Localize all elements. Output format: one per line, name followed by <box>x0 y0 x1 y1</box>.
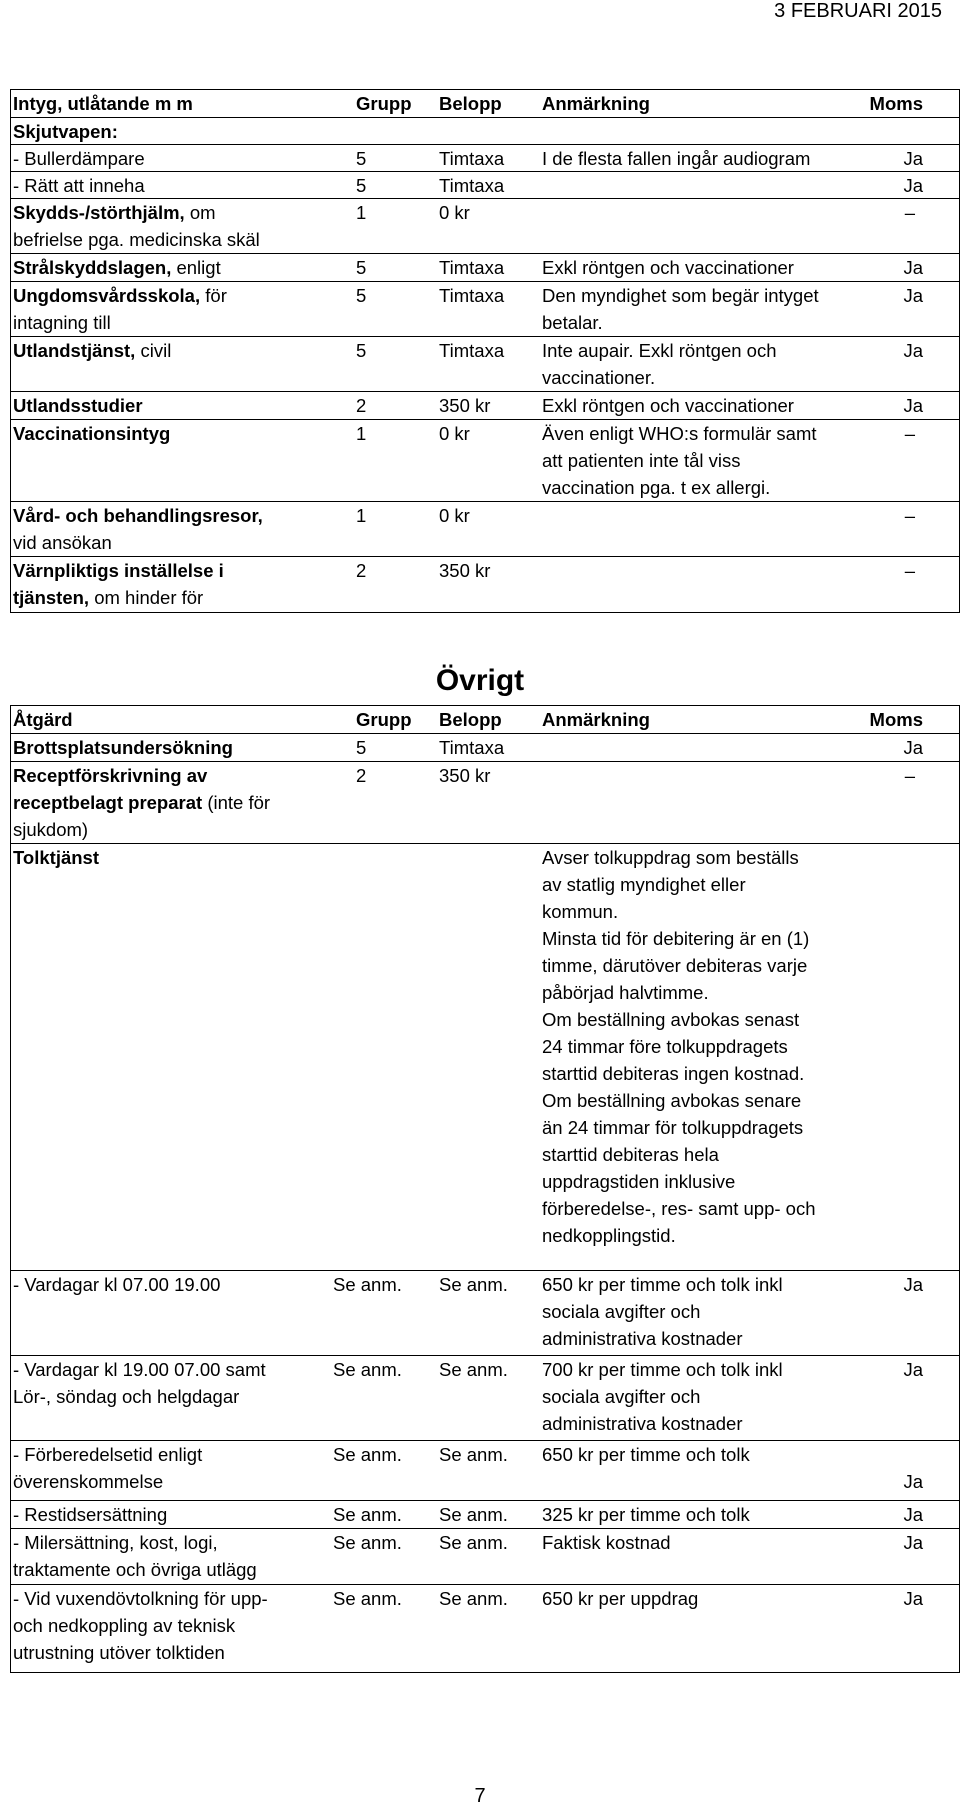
row-item-line2: om hinder för <box>89 587 204 608</box>
table-row <box>11 282 959 337</box>
row-note: Om beställning avbokas senare <box>542 1090 802 1111</box>
row-note: Även enligt WHO:s formulär samt <box>542 423 817 444</box>
row-note: Inte aupair. Exkl röntgen och <box>542 340 777 361</box>
row-note: Om beställning avbokas senast <box>542 1009 800 1030</box>
row-note: sociala avgifter och <box>542 1301 701 1322</box>
row-group: 1 <box>356 202 367 223</box>
row-note: administrativa kostnader <box>542 1413 743 1434</box>
row-note: Den myndighet som begär intyget <box>542 285 819 306</box>
row-item: - Milersättning, kost, logi, <box>13 1532 218 1553</box>
row-fee: Timtaxa <box>439 285 505 306</box>
row-item: - Förberedelsetid enligt <box>13 1444 203 1465</box>
row-item: Skjutvapen: <box>13 121 118 142</box>
row-group: Se anm. <box>333 1532 402 1553</box>
row-fee: Timtaxa <box>439 148 505 169</box>
row-item: - Vardagar kl 19.00 07.00 samt <box>13 1359 266 1380</box>
row-fee: Se anm. <box>439 1444 508 1465</box>
row-item-bold-line2: tjänsten, <box>13 587 90 608</box>
table-row <box>11 1271 959 1356</box>
row-note: 650 kr per uppdrag <box>542 1588 699 1609</box>
row-fee: 350 kr <box>439 395 491 416</box>
row-group: 2 <box>356 395 367 416</box>
section-title: Övrigt <box>435 664 525 697</box>
row-group: 5 <box>356 148 367 169</box>
row-item-bold: Ungdomsvårdsskola, <box>13 285 201 306</box>
row-group: 2 <box>356 765 367 786</box>
row-note: än 24 timmar för tolkuppdragets <box>542 1117 804 1138</box>
row-group: Se anm. <box>333 1588 402 1609</box>
table-row <box>11 254 959 282</box>
row-fee: Se anm. <box>439 1274 508 1295</box>
row-group: 5 <box>356 257 367 278</box>
row-fee: 350 kr <box>439 560 491 581</box>
column-header-note: Anmärkning <box>542 709 650 730</box>
row-note: Avser tolkuppdrag som beställs <box>542 847 799 868</box>
row-fee: Se anm. <box>439 1588 508 1609</box>
row-vat: – <box>904 765 915 786</box>
row-item: Lör-, söndag och helgdagar <box>13 1386 240 1407</box>
row-vat: Ja <box>903 257 923 278</box>
row-vat: Ja <box>903 1359 923 1380</box>
row-item: - Rätt att inneha <box>13 175 145 196</box>
row-item: - Vid vuxendövtolkning för upp- <box>13 1588 268 1609</box>
row-fee: 0 kr <box>439 202 470 223</box>
row-vat: – <box>904 423 915 444</box>
row-note: administrativa kostnader <box>542 1328 743 1349</box>
row-fee: 350 kr <box>439 765 491 786</box>
row-note: 650 kr per timme och tolk inkl <box>542 1274 783 1295</box>
column-header-group: Grupp <box>356 93 412 114</box>
row-note: kommun. <box>542 901 619 922</box>
row-fee: Timtaxa <box>439 257 505 278</box>
row-note: Exkl röntgen och vaccinationer <box>542 395 794 416</box>
table-row <box>11 844 959 1271</box>
row-fee: Timtaxa <box>439 737 505 758</box>
row-item-bold: Vaccinationsintyg <box>13 423 171 444</box>
row-note: 325 kr per timme och tolk <box>542 1504 750 1525</box>
row-vat: Ja <box>903 175 923 196</box>
row-note: av statlig myndighet eller <box>542 874 746 895</box>
row-item-bold: Utlandstjänst, <box>13 340 136 361</box>
row-vat: – <box>904 505 915 526</box>
row-vat: Ja <box>903 1274 923 1295</box>
column-header-vat: Moms <box>869 709 923 730</box>
table-row <box>11 762 959 844</box>
table-row <box>11 392 959 420</box>
table-header-row <box>11 706 959 734</box>
row-note: 700 kr per timme och tolk inkl <box>542 1359 783 1380</box>
row-fee: Timtaxa <box>439 340 505 361</box>
row-note: nedkopplingstid. <box>542 1225 676 1246</box>
row-note: Minsta tid för debitering är en (1) <box>542 928 810 949</box>
row-note: uppdragstiden inklusive <box>542 1171 736 1192</box>
row-group: 5 <box>356 175 367 196</box>
row-note: 650 kr per timme och tolk <box>542 1444 750 1465</box>
certificates-table <box>10 89 960 613</box>
row-note: påbörjad halvtimme. <box>542 982 709 1003</box>
row-item-line2: intagning till <box>13 312 111 333</box>
row-vat: Ja <box>903 1532 923 1553</box>
row-fee: 0 kr <box>439 423 470 444</box>
row-group: Se anm. <box>333 1274 402 1295</box>
row-item: - Restidsersättning <box>13 1504 168 1525</box>
row-group: Se anm. <box>333 1504 402 1525</box>
column-header-item: Åtgärd <box>13 709 73 730</box>
row-group: Se anm. <box>333 1444 402 1465</box>
row-group: Se anm. <box>333 1359 402 1380</box>
table-row <box>11 557 959 612</box>
row-item-bold-line2: receptbelagt preparat <box>13 792 203 813</box>
table-row <box>11 420 959 502</box>
row-group: 5 <box>356 737 367 758</box>
row-note-line2: vaccinationer. <box>542 367 656 388</box>
table-row <box>11 734 959 762</box>
row-item: om <box>184 202 216 223</box>
row-fee: Timtaxa <box>439 175 505 196</box>
row-item: för <box>200 285 227 306</box>
row-note-line3: vaccination pga. t ex allergi. <box>542 477 771 498</box>
row-note: timme, därutöver debiteras varje <box>542 955 808 976</box>
row-vat: Ja <box>903 1588 923 1609</box>
row-note: Faktisk kostnad <box>542 1532 671 1553</box>
row-item-bold: Receptförskrivning av <box>13 765 208 786</box>
row-note: sociala avgifter och <box>542 1386 701 1407</box>
row-vat: – <box>904 560 915 581</box>
column-header-item: Intyg, utlåtande m m <box>13 93 193 114</box>
row-item-bold: Utlandsstudier <box>13 395 143 416</box>
row-item: enligt <box>171 257 221 278</box>
row-vat: Ja <box>903 1471 923 1492</box>
column-header-group: Grupp <box>356 709 412 730</box>
row-note: I de flesta fallen ingår audiogram <box>542 148 811 169</box>
row-item-bold: Brottsplatsundersökning <box>13 737 233 758</box>
row-group: 2 <box>356 560 367 581</box>
table-row <box>11 502 959 557</box>
row-item-line2: (inte för <box>202 792 271 813</box>
row-item-line2: befrielse pga. medicinska skäl <box>13 229 260 250</box>
row-item: - Bullerdämpare <box>13 148 145 169</box>
column-header-fee: Belopp <box>439 709 502 730</box>
column-header-fee: Belopp <box>439 93 502 114</box>
row-vat: Ja <box>903 340 923 361</box>
row-item: överenskommelse <box>13 1471 164 1492</box>
row-item: och nedkoppling av teknisk <box>13 1615 236 1636</box>
row-vat: Ja <box>903 737 923 758</box>
row-group: 1 <box>356 505 367 526</box>
row-group: 1 <box>356 423 367 444</box>
row-vat: Ja <box>903 1504 923 1525</box>
table-row <box>11 118 959 145</box>
table-row <box>11 1529 959 1585</box>
row-vat: Ja <box>903 285 923 306</box>
row-group: 5 <box>356 340 367 361</box>
row-fee: Se anm. <box>439 1504 508 1525</box>
row-item-line3: sjukdom) <box>13 819 89 840</box>
row-note: 24 timmar före tolkuppdragets <box>542 1036 788 1057</box>
table-row <box>11 1356 959 1441</box>
row-item: traktamente och övriga utlägg <box>13 1559 257 1580</box>
row-note-line2: betalar. <box>542 312 603 333</box>
row-fee: Se anm. <box>439 1532 508 1553</box>
row-vat: – <box>904 202 915 223</box>
row-vat: Ja <box>903 395 923 416</box>
row-item: civil <box>135 340 172 361</box>
table-row <box>11 172 959 199</box>
column-header-vat: Moms <box>869 93 923 114</box>
row-item-bold: Strålskyddslagen, <box>13 257 172 278</box>
row-fee: Se anm. <box>439 1359 508 1380</box>
row-item-bold: Värnpliktigs inställelse i <box>13 560 224 581</box>
row-item-bold: Vård- och behandlingsresor, <box>13 505 263 526</box>
other-services-table <box>10 705 960 1673</box>
table-header-row <box>11 90 959 118</box>
table-row <box>11 337 959 392</box>
page-number: 7 <box>474 1785 486 1807</box>
row-note: Exkl röntgen och vaccinationer <box>542 257 794 278</box>
row-item-line2: vid ansökan <box>13 532 112 553</box>
row-item-bold: Tolktjänst <box>13 847 99 868</box>
row-note: starttid debiteras hela <box>542 1144 719 1165</box>
row-fee: 0 kr <box>439 505 470 526</box>
page-date: 3 FEBRUARI 2015 <box>774 0 942 22</box>
column-header-note: Anmärkning <box>542 93 650 114</box>
row-item: - Vardagar kl 07.00 19.00 <box>13 1274 221 1295</box>
row-note: starttid debiteras ingen kostnad. <box>542 1063 805 1084</box>
table-row <box>11 199 959 254</box>
row-item: utrustning utöver tolktiden <box>13 1642 225 1663</box>
row-group: 5 <box>356 285 367 306</box>
row-note-line2: att patienten inte tål viss <box>542 450 741 471</box>
table-row <box>11 1501 959 1529</box>
table-row <box>11 1585 959 1672</box>
row-note: förberedelse-, res- samt upp- och <box>542 1198 816 1219</box>
table-row <box>11 145 959 172</box>
table-row <box>11 1441 959 1501</box>
row-vat: Ja <box>903 148 923 169</box>
row-item-bold: Skydds-/störthjälm, <box>13 202 185 223</box>
